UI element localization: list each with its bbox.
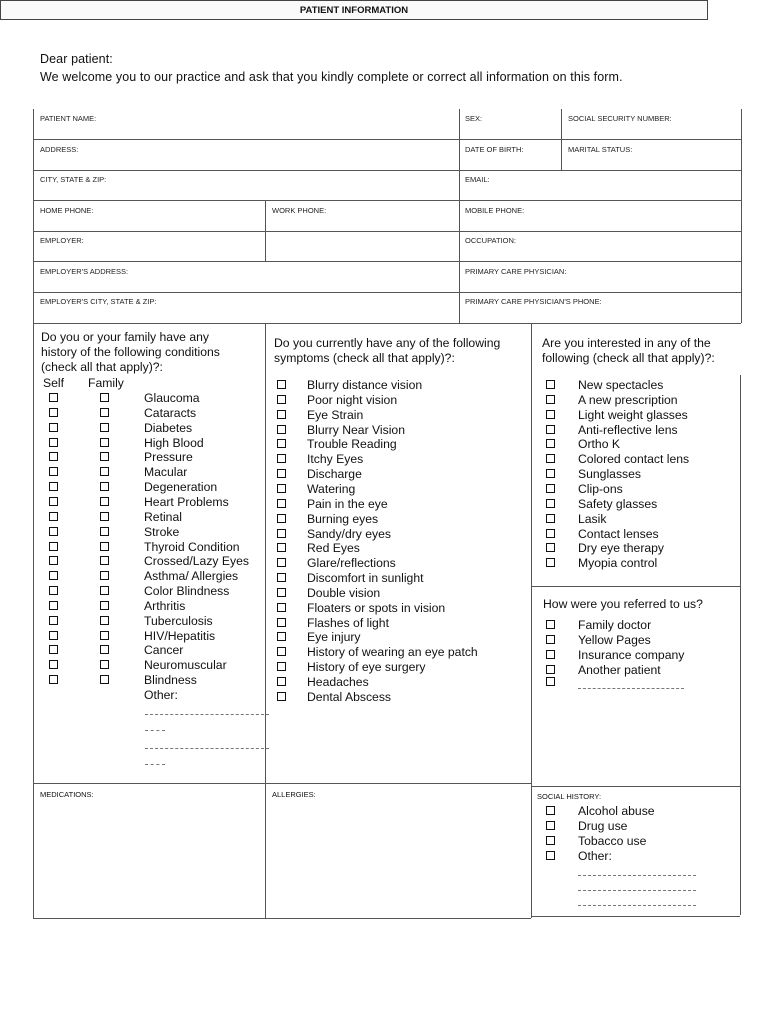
patient-info-header: PATIENT INFORMATION <box>0 0 708 20</box>
symptom-checkbox[interactable] <box>277 573 286 582</box>
symptom-item: Flashes of light <box>307 615 389 630</box>
history-checkbox-self[interactable] <box>49 675 58 684</box>
referral-item: Another patient <box>578 662 661 677</box>
referral-other-line[interactable] <box>578 688 684 689</box>
interest-item: Myopia control <box>578 556 658 571</box>
symptom-checkbox[interactable] <box>277 529 286 538</box>
history-checkbox-family[interactable] <box>100 452 109 461</box>
interest-checkbox[interactable] <box>546 543 555 552</box>
history-other-line-2b[interactable] <box>145 764 165 765</box>
history-checkbox-self[interactable] <box>49 616 58 625</box>
interest-checkbox[interactable] <box>546 425 555 434</box>
history-checkbox-family[interactable] <box>100 527 109 536</box>
history-item: Crossed/Lazy Eyes <box>144 554 249 569</box>
city-state-zip-field[interactable]: CITY, STATE & ZIP: <box>40 175 107 184</box>
history-item: Stroke <box>144 524 180 539</box>
social-other-line-3[interactable] <box>578 905 696 906</box>
history-item: Diabetes <box>144 420 193 435</box>
symptoms-question: Do you currently have any of the following symptoms (check all that apply)?: <box>274 336 501 365</box>
history-checkbox-self[interactable] <box>49 408 58 417</box>
ssn-field[interactable]: SOCIAL SECURITY NUMBER: <box>568 114 672 123</box>
history-checkbox-family[interactable] <box>100 631 109 640</box>
history-checkbox-self[interactable] <box>49 586 58 595</box>
history-checkbox-self[interactable] <box>49 571 58 580</box>
interest-checkbox[interactable] <box>546 499 555 508</box>
symptom-checkbox[interactable] <box>277 380 286 389</box>
symptom-item: Sandy/dry eyes <box>307 526 392 541</box>
history-item: Pressure <box>144 450 193 465</box>
history-checkbox-family[interactable] <box>100 586 109 595</box>
pcp-field[interactable]: PRIMARY CARE PHYSICIAN: <box>465 267 567 276</box>
marital-status-field[interactable]: MARITAL STATUS: <box>568 145 633 154</box>
referral-checkbox[interactable] <box>546 620 555 629</box>
history-checkbox-family[interactable] <box>100 482 109 491</box>
history-checkbox-family[interactable] <box>100 556 109 565</box>
referral-item: Family doctor <box>578 618 652 632</box>
history-item: Neuromuscular <box>144 658 227 673</box>
symptom-item: Eye injury <box>307 630 361 645</box>
occupation-field[interactable]: OCCUPATION: <box>465 236 516 245</box>
referral-item: Insurance company <box>578 647 685 662</box>
history-item: Degeneration <box>144 480 218 495</box>
social-checkbox[interactable] <box>546 821 555 830</box>
interest-item: A new prescription <box>578 392 678 407</box>
history-item: Heart Problems <box>144 494 229 509</box>
interest-checkbox[interactable] <box>546 454 555 463</box>
interest-checkbox[interactable] <box>546 558 555 567</box>
symptom-checkbox[interactable] <box>277 632 286 641</box>
history-checkbox-family[interactable] <box>100 675 109 684</box>
history-checkbox-family[interactable] <box>100 408 109 417</box>
history-checkbox-family[interactable] <box>100 467 109 476</box>
history-item: Blindness <box>144 673 197 688</box>
interest-checkbox[interactable] <box>546 514 555 523</box>
symptom-item: Blurry distance vision <box>307 378 423 392</box>
symptom-item: Blurry Near Vision <box>307 422 405 437</box>
mobile-phone-field[interactable]: MOBILE PHONE: <box>465 206 525 215</box>
history-checkbox-self[interactable] <box>49 467 58 476</box>
history-item: HIV/Hepatitis <box>144 628 216 643</box>
history-checkbox-family[interactable] <box>100 616 109 625</box>
symptom-item: Red Eyes <box>307 541 360 556</box>
symptom-item: Itchy Eyes <box>307 452 364 467</box>
history-item: Color Blindness <box>144 584 230 599</box>
symptom-checkbox[interactable] <box>277 677 286 686</box>
history-item: Asthma/ Allergies <box>144 569 239 584</box>
history-checkbox-self[interactable] <box>49 512 58 521</box>
symptom-checkbox[interactable] <box>277 692 286 701</box>
history-checkbox-self[interactable] <box>49 438 58 447</box>
history-item: Retinal <box>144 509 182 524</box>
history-checkbox-family[interactable] <box>100 601 109 610</box>
interest-item: Safety glasses <box>578 496 658 511</box>
symptom-checkbox[interactable] <box>277 588 286 597</box>
social-item: Tobacco use <box>578 833 647 848</box>
interest-checkbox[interactable] <box>546 529 555 538</box>
history-item: High Blood <box>144 435 204 450</box>
interest-checkbox[interactable] <box>546 410 555 419</box>
symptom-checkbox[interactable] <box>277 558 286 567</box>
symptom-item: History of wearing an eye patch <box>307 645 478 660</box>
symptom-item: Discomfort in sunlight <box>307 571 424 586</box>
welcome-text: We welcome you to our practice and ask that you kindly complete or correct all information on this form. <box>40 70 623 84</box>
interests-question: Are you interested in any of the following (check all that apply)?: <box>542 336 715 365</box>
work-phone-field[interactable]: WORK PHONE: <box>272 206 327 215</box>
social-other-line-1[interactable] <box>578 875 696 876</box>
referral-item: Yellow Pages <box>578 632 651 647</box>
history-checkbox-self[interactable] <box>49 556 58 565</box>
history-other-line-2[interactable] <box>145 748 269 749</box>
symptom-item: Poor night vision <box>307 392 398 407</box>
interest-item: Colored contact lens <box>578 452 690 467</box>
allergies-label: ALLERGIES: <box>272 790 316 799</box>
social-item: Drug use <box>578 818 628 833</box>
history-checkbox-family[interactable] <box>100 512 109 521</box>
history-checkbox-self[interactable] <box>49 660 58 669</box>
symptom-item: Pain in the eye <box>307 496 388 511</box>
patient-name-field[interactable]: PATIENT NAME: <box>40 114 97 123</box>
symptom-checkbox[interactable] <box>277 395 286 404</box>
pcp-phone-field[interactable]: PRIMARY CARE PHYSICIAN'S PHONE: <box>465 297 602 306</box>
symptom-item: Trouble Reading <box>307 437 397 452</box>
referral-checkbox[interactable] <box>546 650 555 659</box>
interest-checkbox[interactable] <box>546 484 555 493</box>
history-checkbox-self[interactable] <box>49 393 58 402</box>
history-checkbox-self[interactable] <box>49 542 58 551</box>
symptom-item: History of eye surgery <box>307 660 426 675</box>
symptom-checkbox[interactable] <box>277 469 286 478</box>
history-item: Arthritis <box>144 598 186 613</box>
symptom-checkbox[interactable] <box>277 499 286 508</box>
interest-checkbox[interactable] <box>546 439 555 448</box>
self-column-label: Self <box>43 376 65 390</box>
dob-field[interactable]: DATE OF BIRTH: <box>465 145 524 154</box>
history-checkbox-family[interactable] <box>100 393 109 402</box>
social-item: Alcohol abuse <box>578 804 655 818</box>
symptom-checkbox[interactable] <box>277 618 286 627</box>
referral-other-checkbox[interactable] <box>546 677 555 686</box>
email-field[interactable]: EMAIL: <box>465 175 490 184</box>
history-checkbox-self[interactable] <box>49 452 58 461</box>
symptom-item: Headaches <box>307 675 369 689</box>
social-checkbox[interactable] <box>546 836 555 845</box>
history-checkbox-self[interactable] <box>49 497 58 506</box>
history-item: Tuberculosis <box>144 613 213 628</box>
sex-field[interactable]: SEX: <box>465 114 483 123</box>
history-other-line-1b[interactable] <box>145 730 165 731</box>
social-checkbox[interactable] <box>546 806 555 815</box>
history-checkbox-self[interactable] <box>49 423 58 432</box>
history-checkbox-family[interactable] <box>100 497 109 506</box>
symptom-item: Eye Strain <box>307 407 364 422</box>
symptom-checkbox[interactable] <box>277 439 286 448</box>
referral-question: How were you referred to us? <box>543 597 703 611</box>
symptom-item: Glare/reflections <box>307 556 396 571</box>
symptom-checkbox[interactable] <box>277 543 286 552</box>
symptom-checkbox[interactable] <box>277 484 286 493</box>
address-field[interactable]: ADDRESS: <box>40 145 79 154</box>
symptom-checkbox[interactable] <box>277 603 286 612</box>
employer-address-field[interactable]: EMPLOYER'S ADDRESS: <box>40 267 129 276</box>
history-checkbox-family[interactable] <box>100 660 109 669</box>
interest-item: Lasik <box>578 511 607 526</box>
social-item: Other: <box>578 848 612 863</box>
symptom-item: Discharge <box>307 467 362 482</box>
history-other-line-1[interactable] <box>145 714 269 715</box>
social-checkbox[interactable] <box>546 851 555 860</box>
family-column-label: Family <box>88 376 124 390</box>
interest-item: Contact lenses <box>578 526 659 541</box>
history-checkbox-family[interactable] <box>100 438 109 447</box>
interest-item: Light weight glasses <box>578 407 688 422</box>
interest-checkbox[interactable] <box>546 469 555 478</box>
symptom-checkbox[interactable] <box>277 647 286 656</box>
social-other-line-2[interactable] <box>578 890 696 891</box>
symptom-checkbox[interactable] <box>277 425 286 434</box>
history-item: Cataracts <box>144 405 197 420</box>
interest-checkbox[interactable] <box>546 380 555 389</box>
social-history-label: SOCIAL HISTORY: <box>537 792 602 801</box>
interest-item: Dry eye therapy <box>578 541 665 556</box>
history-checkbox-self[interactable] <box>49 631 58 640</box>
history-checkbox-family[interactable] <box>100 571 109 580</box>
employer-field[interactable]: EMPLOYER: <box>40 236 84 245</box>
greeting: Dear patient: <box>40 52 113 66</box>
symptom-checkbox[interactable] <box>277 662 286 671</box>
history-checkbox-self[interactable] <box>49 527 58 536</box>
history-checkbox-family[interactable] <box>100 423 109 432</box>
referral-checkbox[interactable] <box>546 665 555 674</box>
interest-checkbox[interactable] <box>546 395 555 404</box>
symptom-checkbox[interactable] <box>277 454 286 463</box>
symptom-item: Watering <box>307 481 356 496</box>
employer-city-field[interactable]: EMPLOYER'S CITY, STATE & ZIP: <box>40 297 157 306</box>
symptom-item: Burning eyes <box>307 511 379 526</box>
referral-checkbox[interactable] <box>546 635 555 644</box>
symptom-item: Dental Abscess <box>307 689 392 704</box>
interest-item: Anti-reflective lens <box>578 422 678 437</box>
interest-item: Ortho K <box>578 437 620 452</box>
history-item: Cancer <box>144 643 184 658</box>
history-checkbox-family[interactable] <box>100 645 109 654</box>
history-item: Macular <box>144 465 188 480</box>
home-phone-field[interactable]: HOME PHONE: <box>40 206 94 215</box>
symptom-checkbox[interactable] <box>277 410 286 419</box>
symptom-checkbox[interactable] <box>277 514 286 523</box>
symptom-item: Double vision <box>307 585 381 600</box>
interest-item: New spectacles <box>578 378 664 392</box>
history-checkbox-self[interactable] <box>49 482 58 491</box>
medications-label: MEDICATIONS: <box>40 790 94 799</box>
interest-item: Sunglasses <box>578 467 642 482</box>
history-question: Do you or your family have any history of the following conditions (check all that apply)?: <box>41 330 220 374</box>
history-checkbox-self[interactable] <box>49 645 58 654</box>
symptom-item: Floaters or spots in vision <box>307 600 446 615</box>
interest-item: Clip-ons <box>578 481 623 496</box>
history-other-label: Other: <box>144 688 178 702</box>
history-item: Thyroid Condition <box>144 539 240 554</box>
history-item: Glaucoma <box>144 391 200 405</box>
history-checkbox-self[interactable] <box>49 601 58 610</box>
history-checkbox-family[interactable] <box>100 542 109 551</box>
